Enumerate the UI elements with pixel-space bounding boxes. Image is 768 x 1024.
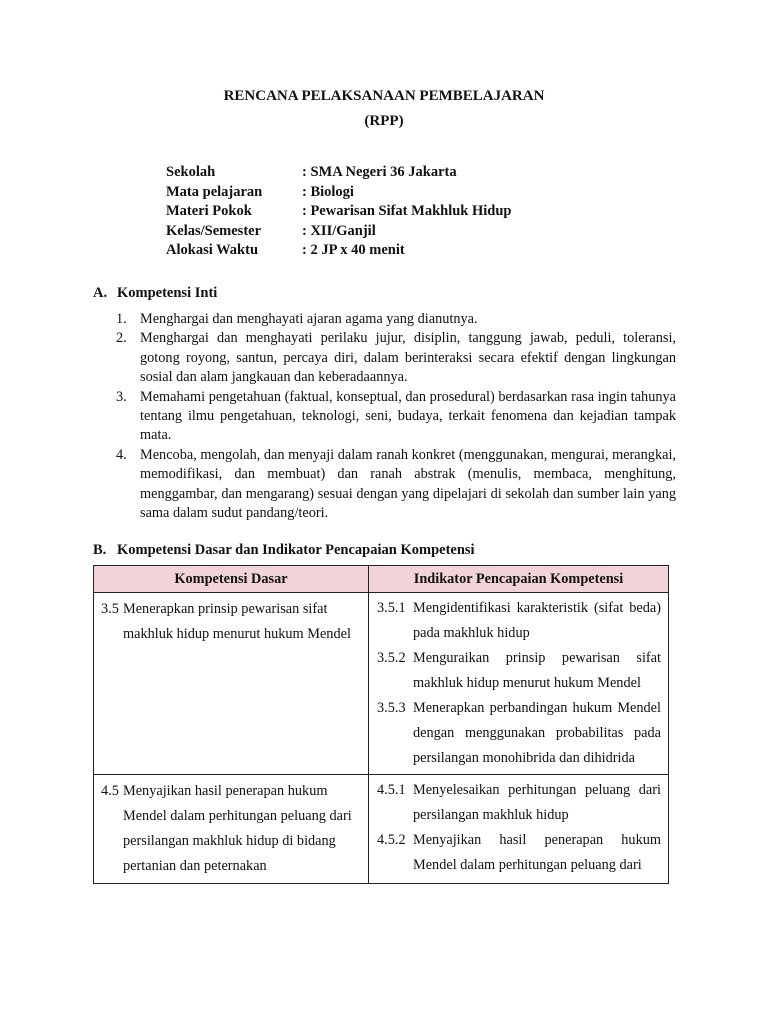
document-subtitle: (RPP) <box>364 113 404 129</box>
list-item <box>116 310 676 329</box>
list-number: 3. <box>116 388 127 405</box>
indicator-code: 4.5.2 <box>377 832 406 848</box>
kd-text: Menerapkan prinsip pewarisan sifat makhluk hidup menurut hukum Mendel <box>123 601 351 642</box>
indicator-item <box>373 646 661 696</box>
info-label: Kelas/Semester <box>166 222 262 239</box>
indicator-text: Menguraikan prinsip pewarisan sifat makhluk hidup menurut hukum Mendel <box>413 650 661 691</box>
section-title: Kompetensi Dasar dan Indikator Pencapaian Kompetensi <box>117 542 475 558</box>
kompetensi-inti-list <box>116 310 676 523</box>
indicator-text: Mengidentifikasi karakteristik (sifat beda) pada makhluk hidup <box>413 600 661 641</box>
indicator-item <box>373 596 661 646</box>
table-header-row <box>94 566 669 593</box>
info-row-alokasi-waktu <box>166 241 512 261</box>
kd-text: Menyajikan hasil penerapan hukum Mendel dalam perhitungan peluang dari persilangan makhluk hidup di bidang pertanian dan peternakan <box>123 783 352 874</box>
section-title: Kompetensi Inti <box>117 285 218 301</box>
document-title: RENCANA PELAKSANAAN PEMBELAJARAN <box>223 88 545 104</box>
indicator-item <box>373 828 661 878</box>
kd-cell <box>94 593 369 775</box>
info-value: : SMA Negeri 36 Jakarta <box>302 164 457 180</box>
list-item <box>116 388 676 446</box>
section-b-heading <box>93 542 475 559</box>
info-label: Materi Pokok <box>166 203 252 219</box>
indicator-text: Menyajikan hasil penerapan hukum Mendel dalam perhitungan peluang dari <box>413 832 661 873</box>
indicator-code: 3.5.1 <box>377 600 406 616</box>
indicator-code: 3.5.3 <box>377 700 406 716</box>
section-letter: A. <box>93 285 108 301</box>
info-row-kelas-semester <box>166 222 512 242</box>
list-number: 1. <box>116 311 127 327</box>
list-number: 4. <box>116 446 127 463</box>
info-row-materi-pokok <box>166 202 512 222</box>
section-letter: B. <box>93 542 107 558</box>
competency-table <box>93 565 669 884</box>
indicator-text: Menerapkan perbandingan hukum Mendel dengan menggunakan probabilitas pada persilangan monohibrida dan dihidrida <box>413 700 661 766</box>
indicator-item <box>373 696 661 771</box>
kd-entry <box>95 776 367 882</box>
section-a-heading <box>93 285 217 302</box>
info-label: Alokasi Waktu <box>166 242 259 258</box>
info-value: : Biologi <box>302 183 354 200</box>
column-header-indikator: Indikator Pencapaian Kompetensi <box>369 566 669 593</box>
info-value: : Pewarisan Sifat Makhluk Hidup <box>302 203 512 219</box>
indicator-code: 3.5.2 <box>377 650 406 666</box>
kd-code: 3.5 <box>101 601 119 617</box>
kd-code: 4.5 <box>101 783 119 799</box>
info-value: : XII/Ganjil <box>302 222 376 239</box>
indicator-cell <box>369 775 669 884</box>
info-label: Mata pelajaran <box>166 183 263 200</box>
info-value: : 2 JP x 40 menit <box>302 242 405 258</box>
indicator-item <box>373 778 661 828</box>
list-item <box>116 446 676 524</box>
column-header-kompetensi-dasar: Kompetensi Dasar <box>94 566 369 593</box>
indicator-cell <box>369 593 669 775</box>
kd-cell <box>94 775 369 884</box>
indicator-code: 4.5.1 <box>377 782 406 798</box>
list-number: 2. <box>116 330 127 347</box>
info-row-mata-pelajaran <box>166 183 512 203</box>
list-text: Menghargai dan menghayati ajaran agama yang dianutnya. <box>140 311 478 327</box>
table-row <box>94 593 669 775</box>
list-text: Mencoba, mengolah, dan menyaji dalam ranah konkret (menggunakan, mengurai, merangkai, memodifikasi, dan membuat) dan ranah abstrak (menulis, membaca, menghitung, menggambar, dan mengarang) sesuai dengan yang dipelajari di sekolah dan sumber lain yang sama dalam sudut pandang/teori. <box>140 446 676 522</box>
info-row-sekolah <box>166 163 512 183</box>
kd-entry <box>95 594 367 650</box>
indicator-text: Menyelesaikan perhitungan peluang dari persilangan makhluk hidup <box>413 782 661 823</box>
identity-block <box>166 163 512 261</box>
table-row <box>94 775 669 884</box>
list-text: Menghargai dan menghayati perilaku jujur, disiplin, tanggung jawab, peduli, toleransi, gotong royong, santun, percaya diri, dalam berinteraksi secara efektif dengan lingkungan sosial dan alam jangkauan dan keberadaannya. <box>140 330 676 386</box>
list-text: Memahami pengetahuan (faktual, konseptual, dan prosedural) berdasarkan rasa ingin tahunya tentang ilmu pengetahuan, teknologi, seni, budaya, terkait fenomena dan kejadian tampak mata. <box>140 388 676 444</box>
list-item <box>116 329 676 387</box>
info-label: Sekolah <box>166 164 216 180</box>
